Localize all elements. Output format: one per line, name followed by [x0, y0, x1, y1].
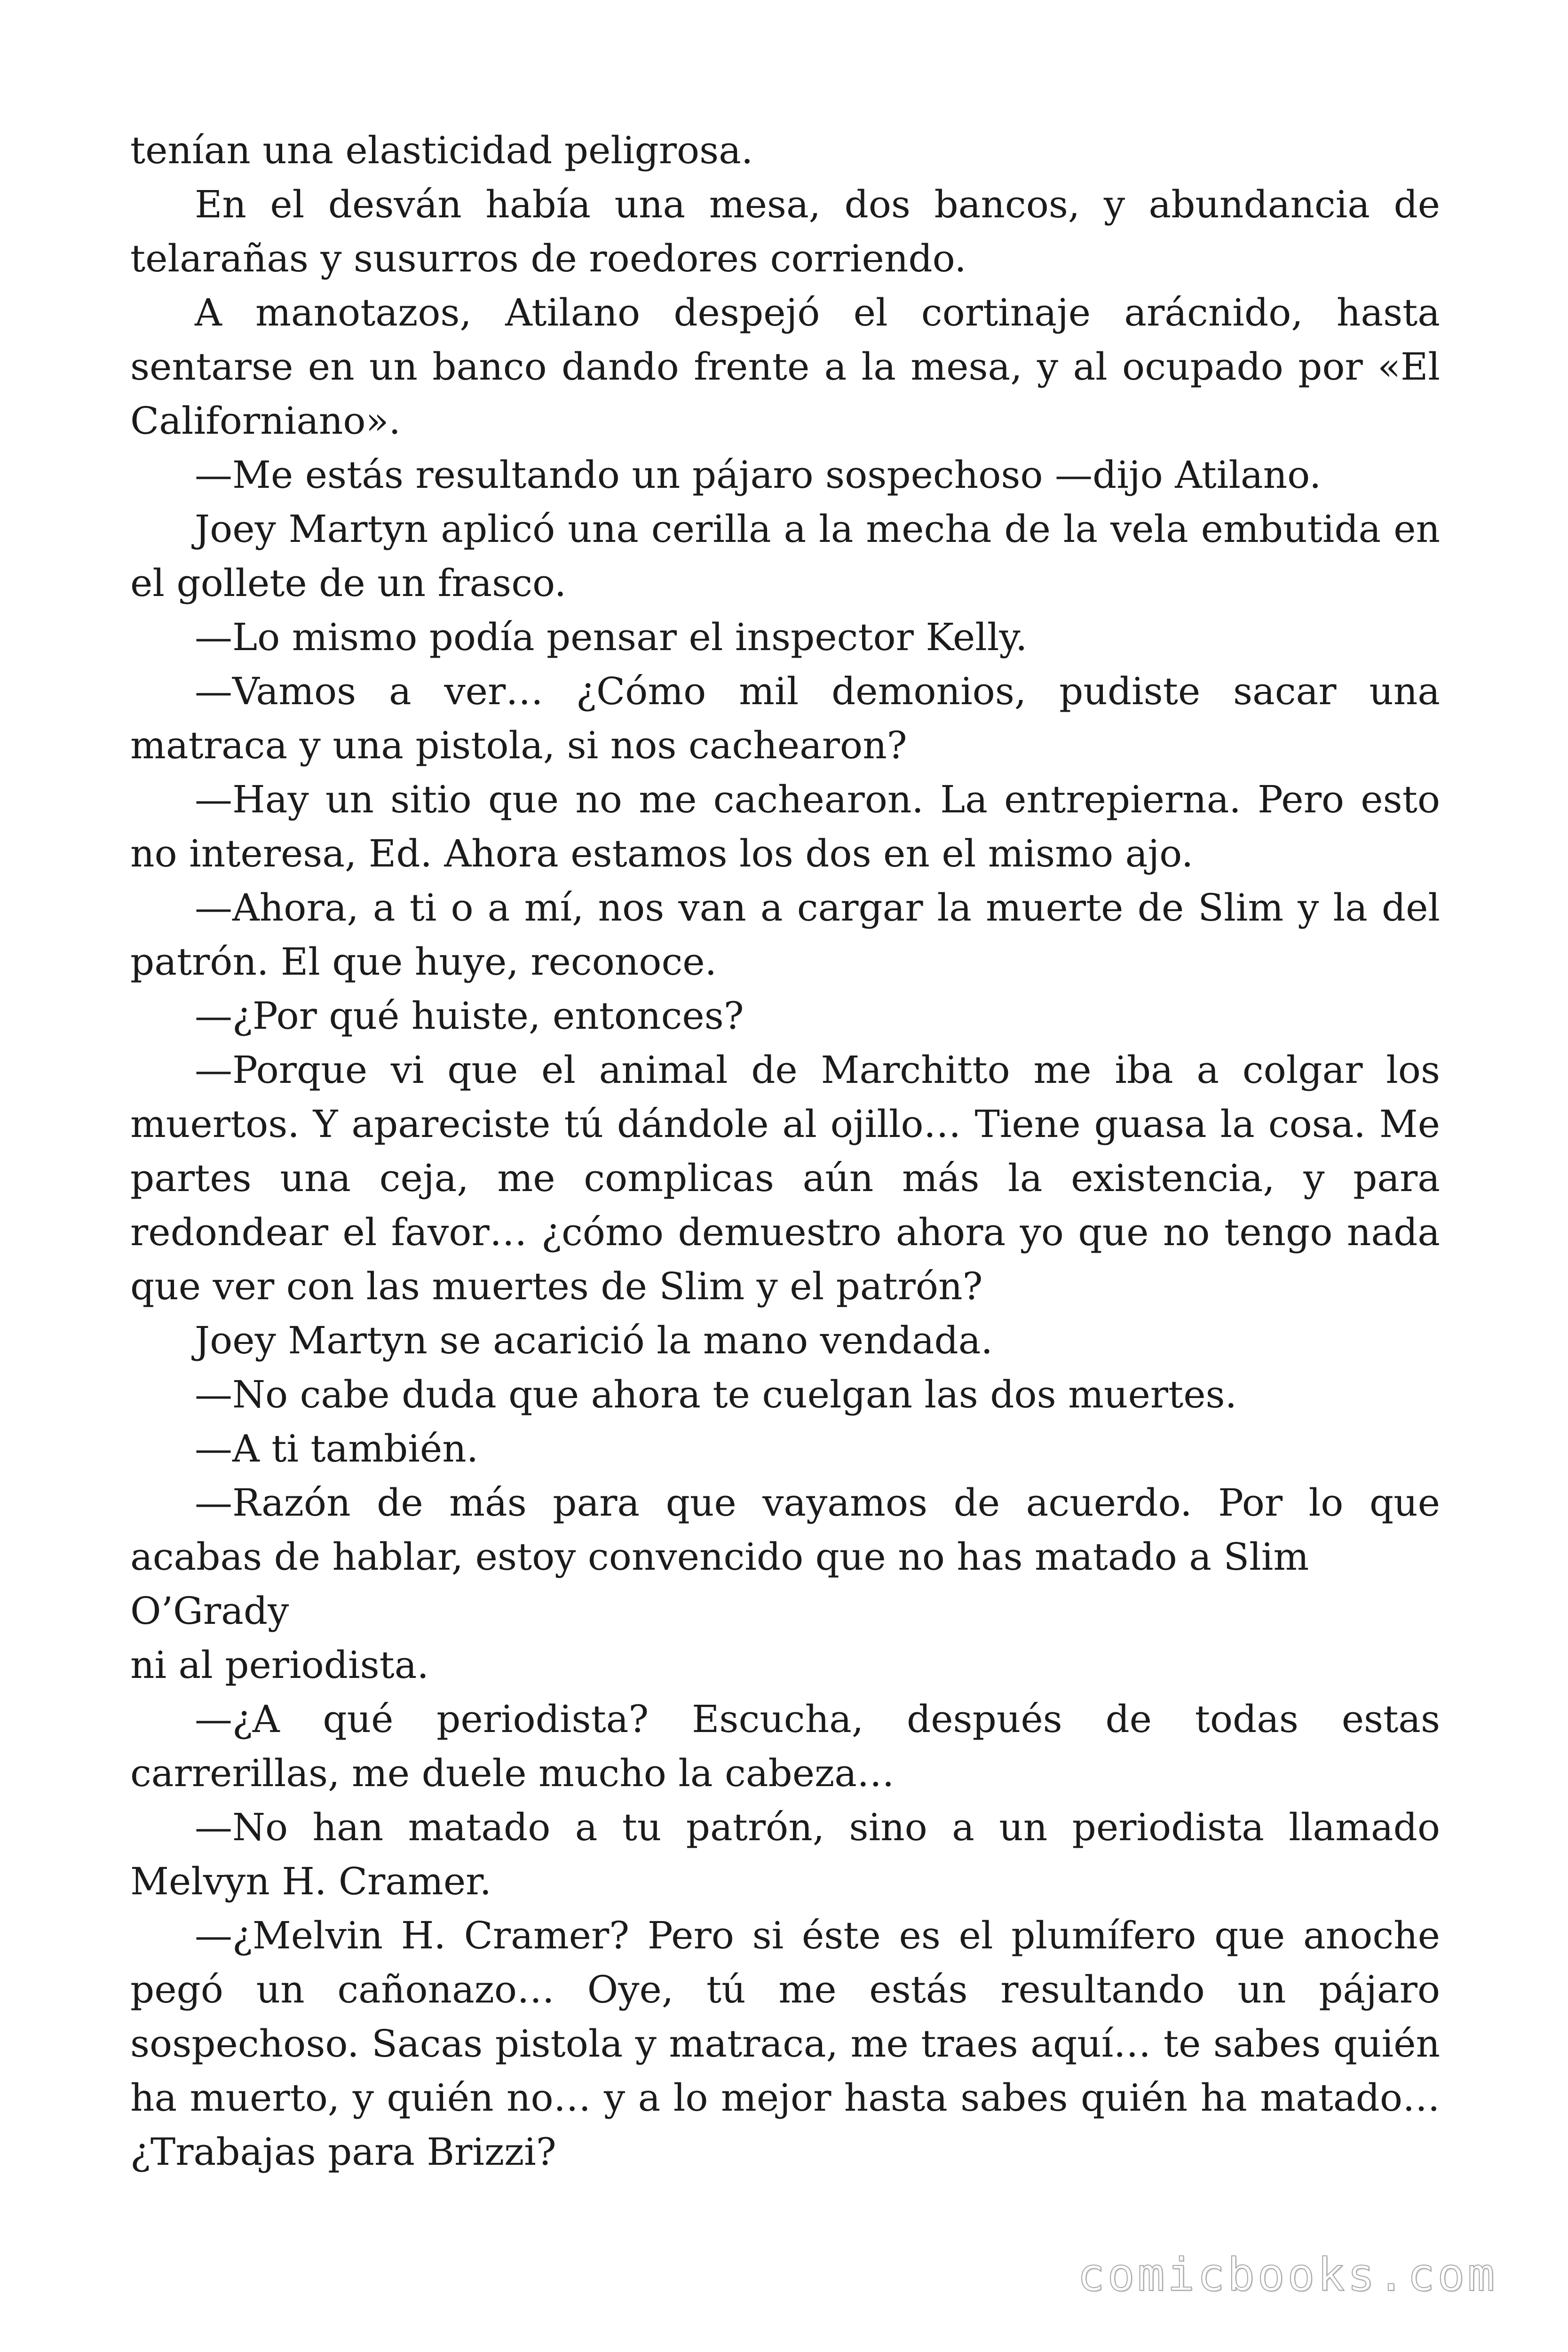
paragraph: —Lo mismo podía pensar el inspector Kelly. — [195, 615, 1028, 659]
paragraph: —¿Por qué huiste, entonces? — [195, 994, 744, 1038]
paragraph: Joey Martyn se acarició la mano vendada. — [195, 1319, 993, 1362]
paragraph: —Razón de más para que vayamos de acuerdo. Por lo que acabas de hablar, estoy convencido que no has matado a Slim — [130, 1481, 1440, 1579]
paragraph: En el desván había una mesa, dos bancos, y abundancia de telarañas y susurros de roedores corriendo. — [130, 183, 1440, 280]
paragraph: —Ahora, a ti o a mí, nos van a cargar la muerte de Slim y la del patrón. El que huye, reconoce. — [130, 886, 1440, 984]
paragraph: —A ti también. — [195, 1427, 479, 1470]
paragraph: tenían una elasticidad peligrosa. — [130, 128, 753, 172]
paragraph: —¿A qué periodista? Escucha, después de todas estas carrerillas, me duele mucho la cabeza… — [130, 1697, 1440, 1795]
paragraph: —No cabe duda que ahora te cuelgan las dos muertes. — [195, 1373, 1237, 1416]
paragraph: —Vamos a ver… ¿Cómo mil demonios, pudiste sacar una matraca y una pistola, si nos cachearon? — [130, 669, 1440, 767]
paragraph: —Hay un sitio que no me cachearon. La entrepierna. Pero esto no interesa, Ed. Ahora estamos los dos en el mismo ajo. — [130, 778, 1440, 875]
paragraph: ni al periodista. — [130, 1643, 429, 1687]
paragraph: Joey Martyn aplicó una cerilla a la mecha de la vela embutida en el gollete de un frasco. — [130, 507, 1440, 605]
page-text — [130, 123, 1440, 2179]
paragraph: —Me estás resultando un pájaro sospechoso —dijo Atilano. — [195, 453, 1322, 497]
paragraph: A manotazos, Atilano despejó el cortinaje arácnido, hasta sentarse en un banco dando frente a la mesa, y al ocupado por «El Californiano». — [130, 291, 1440, 443]
paragraph: O’Grady — [130, 1589, 289, 1633]
paragraph: —Porque vi que el animal de Marchitto me iba a colgar los muertos. Y apareciste tú dándole al ojillo… Tiene guasa la cosa. Me partes una ceja, me complicas aún más la existencia, y para redondear el favor… ¿cómo demuestro ahora yo que no tengo nada que ver con las muertes de Slim y el patrón? — [130, 1048, 1440, 1308]
paragraph: —No han matado a tu patrón, sino a un periodista llamado Melvyn H. Cramer. — [130, 1805, 1440, 1903]
watermark: comicbooks.com — [1077, 2249, 1497, 2301]
paragraph: —¿Melvin H. Cramer? Pero si éste es el plumífero que anoche pegó un cañonazo… Oye, tú me estás resultando un pájaro sospechoso. Sacas pistola y matraca, me traes aquí… te sabes quién ha muerto, y quién no… y a lo mejor hasta sabes quién ha matado… ¿Trabajas para Brizzi? — [130, 1914, 1440, 2174]
